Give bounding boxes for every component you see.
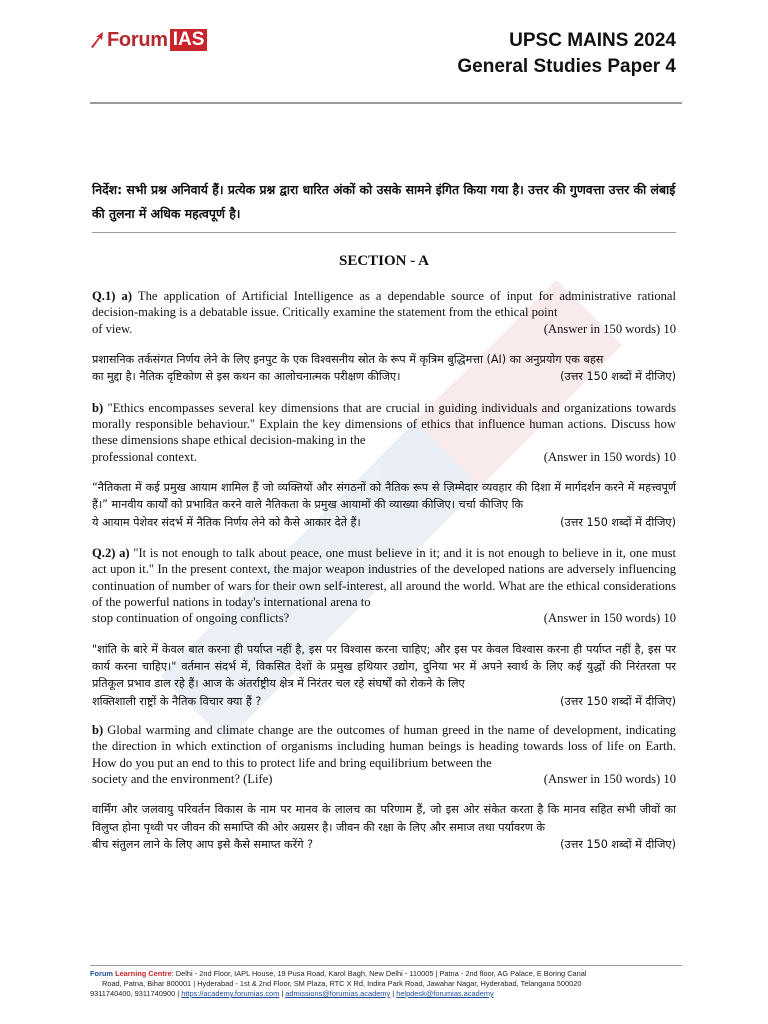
instructions: निर्देश: सभी प्रश्न अनिवार्य हैं। प्रत्येक प्रश्न द्वारा धारित अंकों को उसके सामने इंगित किया गया है। उत्तर की गुणवत्ता उत्तर की लंबाई की तुलना में अधिक महत्वपूर्ण है।	[92, 182, 676, 221]
answer-limit: (Answer in 150 words) 10	[543, 611, 676, 626]
footer-contacts: 9311740400, 9311740900 | https://academy.forumias.com | admissions@forumias.academy | helpdesk@forumias.academy	[90, 989, 494, 998]
question-label: b)	[92, 722, 104, 737]
exam-title: UPSC MAINS 2024	[509, 30, 676, 51]
question-hindi: "शांति के बारे में केवल बात करना ही पर्याप्त नहीं है, इस पर विश्वास करना चाहिए; और इस पर केवल विश्वास करना ही पर्याप्त नहीं है, इस पर कार्य करना चाहिए।" वर्तमान संदर्भ में, विकसित देशों के प्रमुख हथियार उद्योग, दुनिया भर में अपने स्वार्थ के लिए कई युद्धों की निरंतरता पर प्रतिकूल प्रभाव डाल रहे हैं। आज के अंतर्राष्ट्रीय क्षेत्र में निरंतर चल रहे संघर्षों को रोकने के लिए	[92, 642, 676, 691]
question-hindi-last-line	[92, 368, 676, 385]
logo-ias-text: IAS	[170, 29, 208, 51]
question-hindi-last-line	[92, 836, 676, 853]
question-text: Global warming and climate change are the outcomes of human greed in the name of development, indicating the direction in which extinction of organisms including human beings is heading towards loss of life on Earth. How do you put an end to this to protect life and bring equilibrium between the	[92, 722, 676, 770]
question-text: The application of Artificial Intelligence as a dependable source of input for administrative rational decision-making is a debatable issue. Critically examine the statement from the ethical point	[92, 289, 676, 320]
question-2b	[92, 722, 676, 853]
question-1a	[92, 288, 676, 386]
question-text-last: society and the environment? (Life)	[92, 771, 273, 786]
paper-title	[457, 28, 676, 80]
question-english	[92, 288, 676, 321]
question-text-last: stop continuation of ongoing conflicts?	[92, 611, 290, 626]
section-title: SECTION - A	[338, 253, 430, 269]
footer-address-line-2: Road, Patna, Bihar 800001 | Hyderabad - 1st & 2nd Floor, SM Plaza, RTC X Rd, Indira Park Road, Jawahar Nagar, Hyderabad, Telangana 500020	[102, 979, 582, 988]
answer-limit-hindi: (उत्तर 150 शब्दों में दीजिए)	[560, 370, 676, 384]
answer-limit-hindi: (उत्तर 150 शब्दों में दीजिए)	[560, 694, 676, 708]
question-english	[92, 545, 676, 611]
question-english-last-line	[92, 610, 676, 626]
forumias-logo	[90, 28, 207, 52]
admissions-email-link[interactable]: admissions@forumias.academy	[285, 989, 391, 998]
footer-divider	[90, 965, 682, 966]
answer-limit-hindi: (उत्तर 150 शब्दों में दीजिए)	[560, 837, 676, 851]
logo-forum-text: Forum	[107, 28, 168, 51]
question-english-last-line	[92, 449, 676, 465]
footer-phones: 9311740400, 9311740900	[90, 989, 176, 998]
footer-address-line-1: : Delhi - 2nd Floor, IAPL House, 19 Pusa Road, Karol Bagh, New Delhi - 110005 | Patna - 2nd floor, AG Palace, E Boring Canal	[171, 969, 587, 978]
answer-limit: (Answer in 150 words) 10	[543, 771, 676, 786]
page-footer	[90, 965, 682, 999]
arrow-logo-icon	[90, 31, 104, 49]
page-header	[90, 24, 682, 104]
paper-subtitle: General Studies Paper 4	[457, 56, 676, 77]
question-hindi-last: शक्तिशाली राष्ट्रों के नैतिक विचार क्या हैं ?	[92, 694, 262, 708]
question-text-last: of view.	[92, 321, 133, 336]
question-hindi: वार्मिंग और जलवायु परिवर्तन विकास के नाम पर मानव के लालच का परिणाम हैं, जो इस ओर संकेत करता है कि मानव सहित सभी जीवों का विलुप्त होना पृथ्वी पर जीवन की समाप्ति की ओर अग्रसर है। जीवन की रक्षा के लिए और समाज तथा पर्यावरण के	[92, 803, 676, 834]
question-hindi: “नैतिकता में कई प्रमुख आयाम शामिल हैं जो व्यक्तियों और संगठनों को नैतिक रूप से ज़िम्मेदार व्यवहार की दिशा में मार्गदर्शन करने में महत्त्वपूर्ण हैं।” मानवीय कार्यों को प्रभावित करने वाले नैतिकता के प्रमुख आयामों की व्याख्या कीजिए। चर्चा कीजिए कि	[92, 481, 676, 512]
question-paper-body	[92, 178, 676, 853]
question-label: Q.1) a)	[92, 289, 133, 303]
question-text: "It is not enough to talk about peace, one must believe in it; and it is not enough to believe in it, one must act upon it." In the present context, the major weapon industries of the developed nations are adversely influencing continuation of number of wars for their own self-interest, all around the world. What are the ethical considerations of the powerful nations in today's international arena to	[92, 545, 676, 610]
question-1b	[92, 400, 676, 531]
answer-limit: (Answer in 150 words) 10	[543, 321, 676, 336]
question-hindi-last-line	[92, 514, 676, 531]
question-hindi-last: ये आयाम पेशेवर संदर्भ में नैतिक निर्णय लेने को कैसे आकार देते हैं।	[92, 515, 361, 529]
answer-limit-hindi: (उत्तर 150 शब्दों में दीजिए)	[560, 515, 676, 529]
question-english	[92, 722, 676, 771]
question-text: "Ethics encompasses several key dimensions that are crucial in guiding individuals and organizations towards morally responsible behaviour." Explain the key dimensions of ethics that influence human actions. Discuss how these dimensions shape ethical decision-making in the	[92, 400, 676, 448]
footer-brand-centre: Learning Centre	[115, 969, 172, 978]
question-hindi-last: बीच संतुलन लाने के लिए आप इसे कैसे समाप्त करेंगे ?	[92, 837, 314, 851]
question-english-last-line	[92, 771, 676, 787]
question-hindi-last-line	[92, 693, 676, 710]
question-2a	[92, 545, 676, 710]
question-label: Q.2) a)	[92, 545, 130, 560]
question-hindi: प्रशासनिक तर्कसंगत निर्णय लेने के लिए इनपुट के एक विश्वसनीय स्रोत के रूप में कृत्रिम बुद्धिमत्ता (AI) का अनुप्रयोग एक बहस	[92, 353, 604, 367]
academy-link[interactable]: https://academy.forumias.com	[181, 989, 280, 998]
question-hindi-last: का मुद्दा है। नैतिक दृष्टिकोण से इस कथन का आलोचनात्मक परीक्षण कीजिए।	[92, 370, 401, 384]
question-text-last: professional context.	[92, 449, 197, 464]
answer-limit: (Answer in 150 words) 10	[543, 449, 676, 464]
question-english	[92, 400, 676, 449]
footer-brand-forum: Forum	[90, 969, 113, 978]
footer-address	[90, 969, 682, 979]
question-label: b)	[92, 400, 104, 415]
instructions-divider	[92, 232, 676, 233]
helpdesk-email-link[interactable]: helpdesk@forumias.academy	[396, 989, 494, 998]
question-english-last-line	[92, 321, 676, 337]
header-divider	[90, 102, 682, 104]
